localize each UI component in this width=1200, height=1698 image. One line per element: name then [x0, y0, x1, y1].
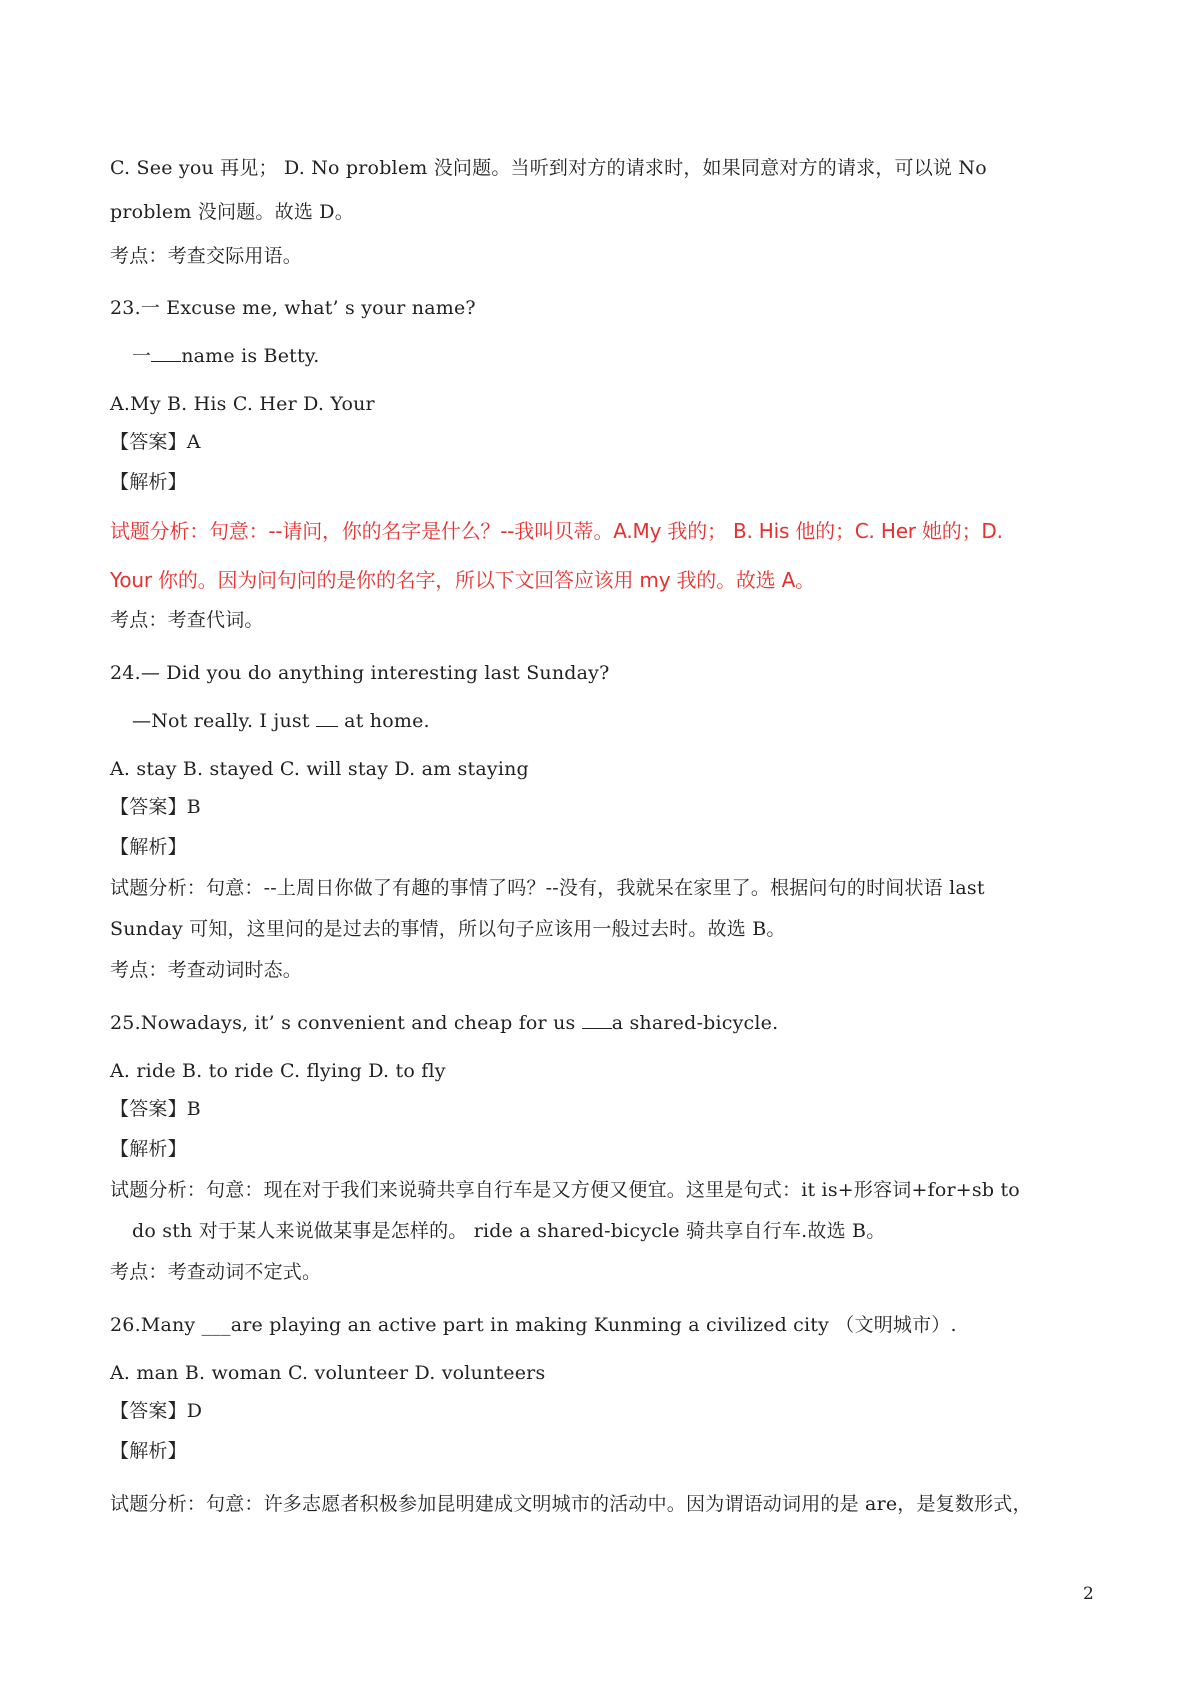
analysis-24: Sunday 可知，这里问的是过去的事情，所以句子应该用一般过去时。故选 B。: [110, 918, 786, 940]
answer-blank: [151, 347, 181, 362]
key-point: 考点：考查代词。: [110, 609, 264, 631]
question-24: 24.— Did you do anything interesting last Sunday?: [110, 662, 610, 684]
question-23: 23.一 Excuse me, what’ s your name?: [110, 297, 476, 319]
reply-text: at home.: [337, 710, 430, 732]
key-point: 考点：考查动词时态。: [110, 959, 303, 981]
question-text: a shared-bicycle.: [611, 1012, 779, 1034]
analysis-23-highlight: Your 你的。因为问句问的是你的名字，所以下文回答应该用 my 我的。故选 A。: [110, 568, 815, 592]
reply-text: —Not really. I just: [132, 710, 316, 732]
answer-25: 【答案】B: [110, 1098, 201, 1120]
analysis-label-26: 【解析】: [110, 1440, 187, 1462]
key-point: 考点：考查动词不定式。: [110, 1261, 322, 1283]
question-23-reply: [132, 344, 1132, 368]
key-point: 考点：考查交际用语。: [110, 245, 303, 267]
question-25-options: A. ride B. to ride C. flying D. to fly: [110, 1060, 446, 1082]
reply-dash: 一: [132, 345, 152, 367]
reply-text: name is Betty.: [181, 345, 320, 367]
analysis-24: 试题分析：句意：--上周日你做了有趣的事情了吗？--没有，我就呆在家里了。根据问句的时间状语 last: [110, 877, 985, 899]
analysis-26: 试题分析：句意：许多志愿者积极参加昆明建成文明城市的活动中。因为谓语动词用的是 are，是复数形式，: [110, 1493, 1032, 1515]
question-25: [110, 1011, 1110, 1035]
analysis-label-24: 【解析】: [110, 836, 187, 858]
answer-24: 【答案】B: [110, 796, 201, 818]
page-number: 2: [1083, 1584, 1094, 1604]
answer-23: 【答案】A: [110, 431, 201, 453]
question-24-reply: [132, 709, 1132, 733]
analysis-23-highlight: 试题分析：句意：--请问，你的名字是什么？--我叫贝蒂。A.My 我的； B. His 他的；C. Her 她的；D.: [110, 519, 1003, 543]
question-23-options: A.My B. His C. Her D. Your: [110, 393, 375, 415]
text-line: problem 没问题。故选 D。: [110, 201, 354, 223]
analysis-25: do sth 对于某人来说做某事是怎样的。 ride a shared-bicycle 骑共享自行车.故选 B。: [132, 1220, 886, 1242]
analysis-label-23: 【解析】: [110, 471, 187, 493]
answer-26: 【答案】D: [110, 1400, 203, 1422]
answer-blank: [316, 712, 338, 727]
text-line: C. See you 再见； D. No problem 没问题。当听到对方的请求时，如果同意对方的请求，可以说 No: [110, 157, 987, 179]
answer-blank: [582, 1014, 612, 1029]
question-text: 25.Nowadays, it’ s convenient and cheap for us: [110, 1012, 582, 1034]
analysis-25: 试题分析：句意：现在对于我们来说骑共享自行车是又方便又便宜。这里是句式：it is+形容词+for+sb to: [110, 1179, 1020, 1201]
analysis-label-25: 【解析】: [110, 1138, 187, 1160]
question-24-options: A. stay B. stayed C. will stay D. am staying: [110, 758, 529, 780]
question-26: 26.Many ___are playing an active part in making Kunming a civilized city （文明城市）.: [110, 1314, 957, 1336]
question-26-options: A. man B. woman C. volunteer D. volunteers: [110, 1362, 546, 1384]
